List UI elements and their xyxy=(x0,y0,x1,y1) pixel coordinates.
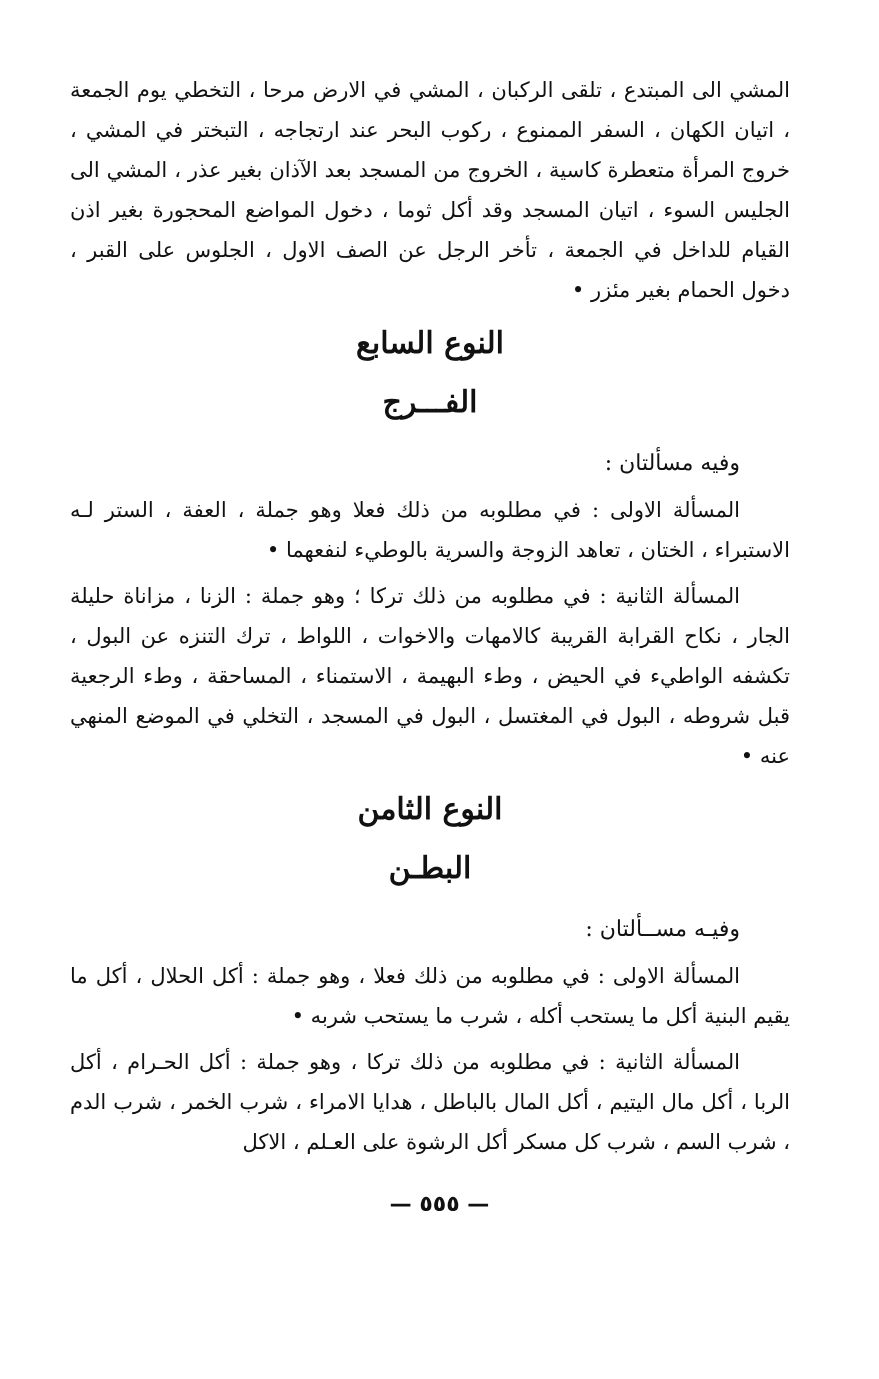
section-7-question-2: المسألة الثانية : في مطلوبه من ذلك تركا ؛ وهو جملة : الزنا ، مزاناة حليلة الجار ، نكاح القرابة القريبة كالامهات والاخوات ، اللواط ، ترك التنزه عن البول ، تكشفه الواطيء في الحيض ، وطء البهيمة ، الاستمناء ، المساحقة ، وطء الرجعية قبل شروطه ، البول في المغتسل ، البول في المسجد ، التخلي في الموضع المنهي عنه • xyxy=(70,584,790,768)
section-8-type-heading: النوع الثامن xyxy=(357,792,503,827)
section-7-question-1: المسألة الاولى : في مطلوبه من ذلك فعلا وهو جملة ، العفة ، الستر لـه الاستبراء ، الختان ، تعاهد الزوجة والسرية بالوطيء لنفعهما • xyxy=(70,498,790,562)
paragraph-continued: المشي الى المبتدع ، تلقى الركبان ، المشي في الارض مرحا ، التخطي يوم الجمعة ، اتيان الكهان ، السفر الممنوع ، ركوب البحر عند ارتجاجه ، التبختر في المشي ، خروج المرأة متعطرة كاسية ، الخروج من المسجد بعد الآذان بغير عذر ، المشي الى الجليس السوء ، اتيان المسجد وقد أكل ثوما ، دخول المواضع المحجورة بغير اذن القيام للداخل في الجمعة ، تأخر الرجل عن الصف الاول ، الجلوس على القبر ، دخول الحمام بغير مئزر • xyxy=(70,78,790,302)
page-number: — ٥٥٥ — xyxy=(389,1192,490,1217)
page-body xyxy=(70,70,790,1162)
section-7-name-heading: الفـــرج xyxy=(382,385,478,420)
section-8-intro: وفيـه مســألتان : xyxy=(585,917,740,942)
section-8-question-1: المسألة الاولى : في مطلوبه من ذلك فعلا ، وهو جملة : أكل الحلال ، أكل ما يقيم البنية أكل ما يستحب أكله ، شرب ما يستحب شربه • xyxy=(70,964,790,1028)
section-7-type-heading: النوع السابع xyxy=(355,326,505,361)
section-7-intro: وفيه مسألتان : xyxy=(604,451,740,476)
section-8-question-2: المسألة الثانية : في مطلوبه من ذلك تركا ، وهو جملة : أكل الحـرام ، أكل الربا ، أكل مال اليتيم ، أكل المال بالباطل ، هدايا الامراء ، شرب الخمر ، شرب الدم ، شرب السم ، شرب كل مسكر أكل الرشوة على العـلم ، الاكل xyxy=(70,1050,790,1154)
section-8-name-heading: البطـن xyxy=(388,851,472,886)
